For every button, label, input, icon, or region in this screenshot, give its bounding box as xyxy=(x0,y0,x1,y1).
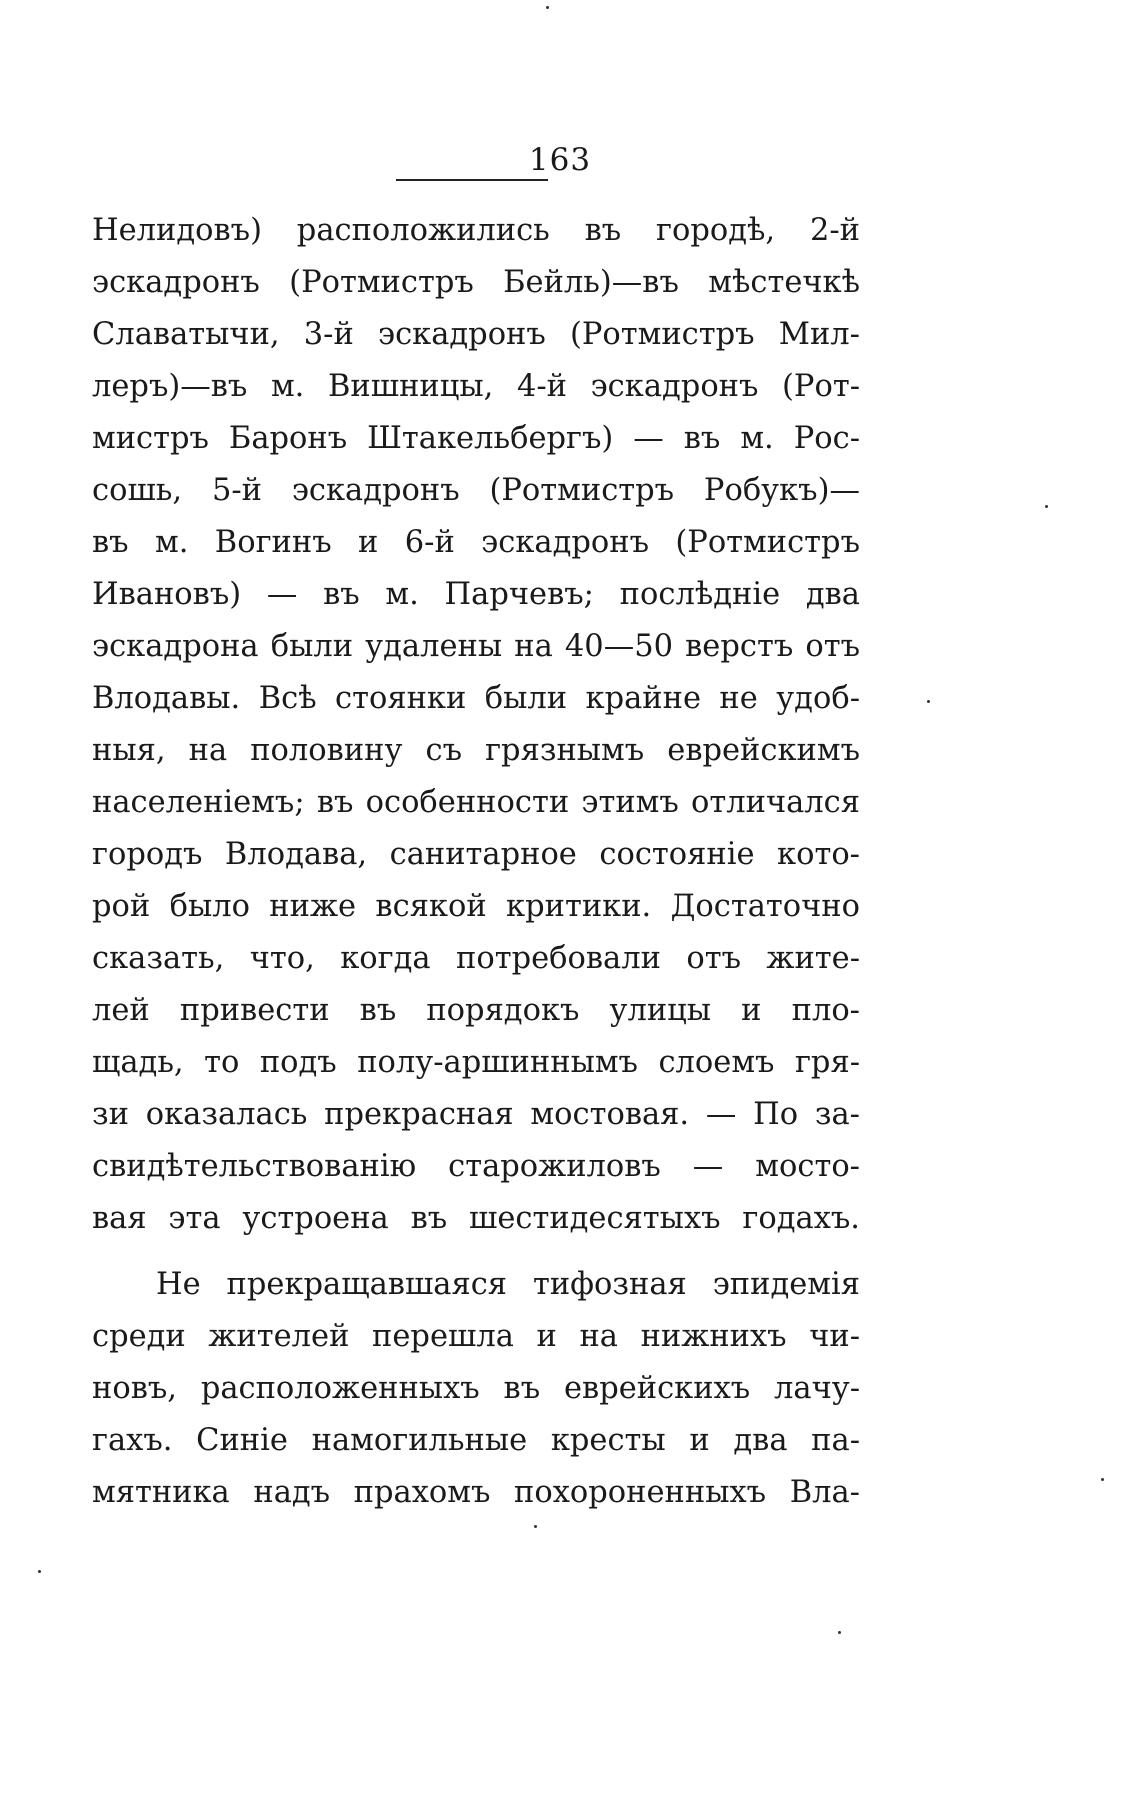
text-line: свидѣтельствованію старожиловъ — мосто- xyxy=(92,1149,860,1184)
text-line: рой было ниже всякой критики. Достаточно xyxy=(92,889,860,924)
text-line: леръ)—въ м. Вишницы, 4-й эскадронъ (Рот- xyxy=(92,369,860,404)
text-line: сошь, 5-й эскадронъ (Ротмистръ Робукъ)— xyxy=(92,473,860,508)
text-line: Не прекращавшаяся тифозная эпидемія xyxy=(156,1267,860,1302)
scan-speck xyxy=(1101,1478,1104,1481)
text-line: эскадрона были удалены на 40—50 верстъ отъ xyxy=(92,629,860,664)
text-line: новъ, расположенныхъ въ еврейскихъ лачу- xyxy=(92,1371,860,1406)
header-rule xyxy=(396,179,548,181)
text-line: гахъ. Синіе намогильные кресты и два па- xyxy=(92,1423,860,1458)
scan-speck xyxy=(838,1631,841,1634)
scan-speck xyxy=(534,1525,537,1528)
paragraph-2 xyxy=(92,1259,860,1519)
text-line: лей привести въ порядокъ улицы и пло- xyxy=(92,993,860,1028)
text-line: Ивановъ) — въ м. Парчевъ; послѣдніе два xyxy=(92,577,860,612)
text-line: населеніемъ; въ особенности этимъ отличался xyxy=(92,785,860,820)
text-line: въ м. Вогинъ и 6-й эскадронъ (Ротмистръ xyxy=(92,525,860,560)
text-line: вая эта устроена въ шестидесятыхъ годахъ. xyxy=(92,1201,860,1236)
text-line: среди жителей перешла и на нижнихъ чи- xyxy=(92,1319,860,1354)
paragraph-1 xyxy=(92,205,860,1245)
text-line: сказать, что, когда потребовали отъ жите- xyxy=(92,941,860,976)
paragraph-gap xyxy=(92,1245,860,1259)
text-line: Нелидовъ) расположились въ городѣ, 2-й xyxy=(92,213,860,248)
text-line: мистръ Баронъ Штакельбергъ) — въ м. Рос- xyxy=(92,421,860,456)
text-line: ныя, на половину съ грязнымъ еврейскимъ xyxy=(92,733,860,768)
body-text xyxy=(92,205,860,1519)
text-line: зи оказалась прекрасная мостовая. — По за- xyxy=(92,1097,860,1132)
text-line: Славатычи, 3-й эскадронъ (Ротмистръ Мил- xyxy=(92,317,860,352)
scan-speck xyxy=(1045,505,1048,508)
text-line: мятника надъ прахомъ похороненныхъ Вла- xyxy=(92,1475,860,1510)
page-number-text: 163 xyxy=(528,142,592,178)
text-line: Влодавы. Всѣ стоянки были крайне не удоб- xyxy=(92,681,860,716)
text-line: щадь, то подъ полу-аршиннымъ слоемъ гря- xyxy=(92,1045,860,1080)
scan-speck xyxy=(546,6,549,9)
text-line: городъ Влодава, санитарное состояніе кото- xyxy=(92,837,860,872)
page-number xyxy=(0,140,1140,180)
text-line: эскадронъ (Ротмистръ Бейль)—въ мѣстечкѣ xyxy=(92,265,860,300)
scan-speck xyxy=(38,1570,41,1573)
scan-speck xyxy=(927,700,930,703)
